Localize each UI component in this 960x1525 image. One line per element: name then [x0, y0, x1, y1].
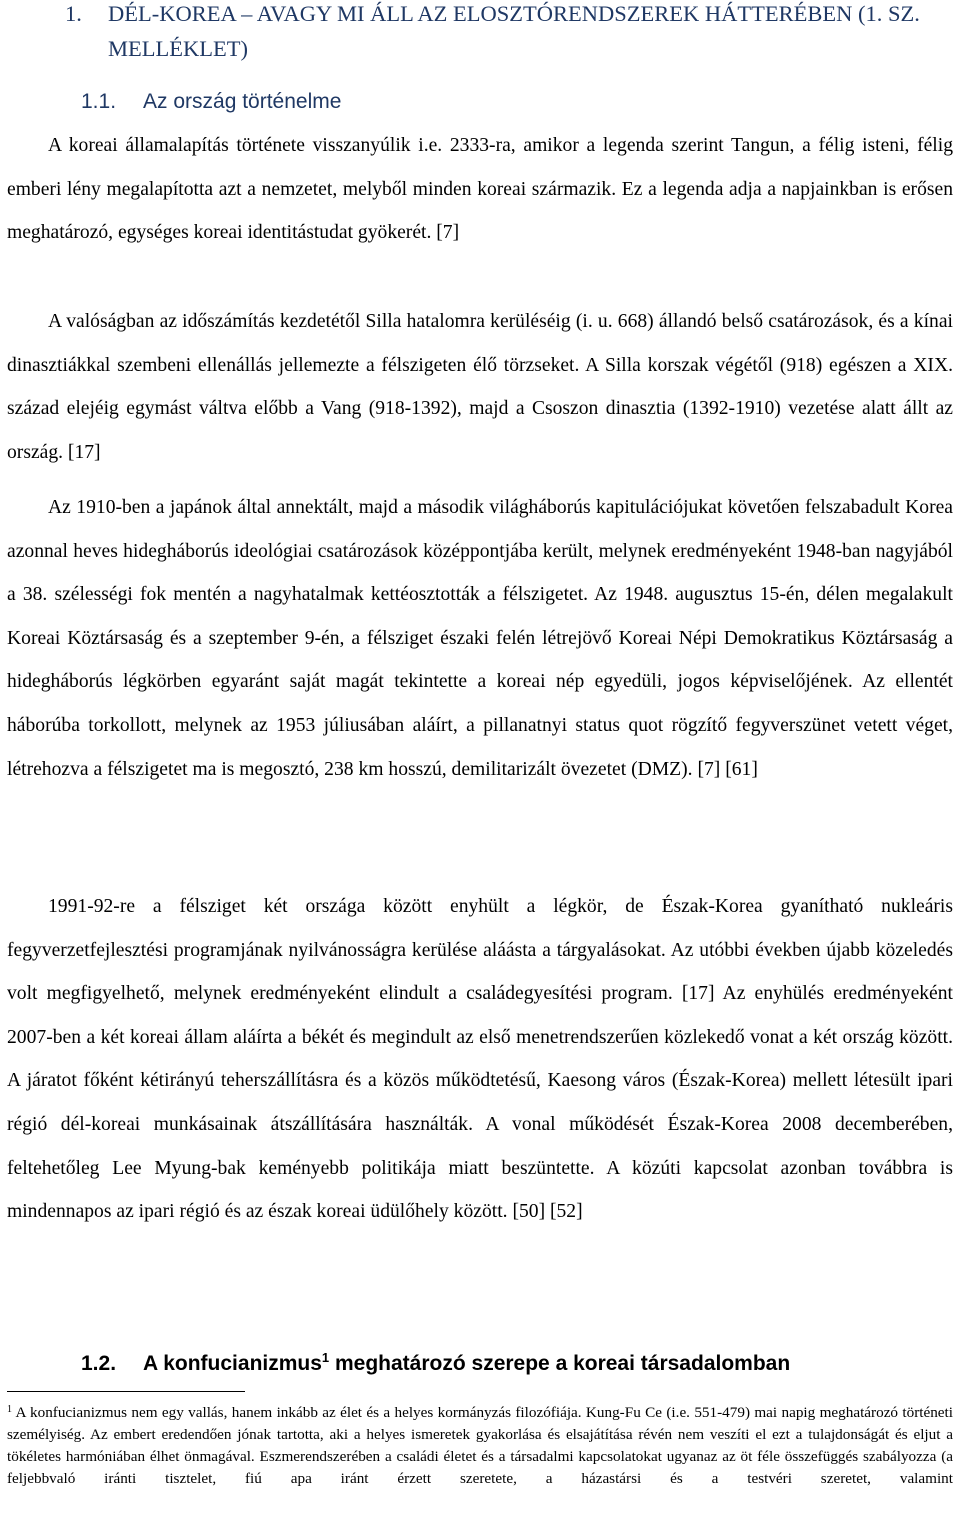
chapter-number: 1. — [65, 1, 82, 26]
paragraph-1: A koreai államalapítás története visszanyúlik i.e. 2333-ra, amikor a legenda szerint Tangun, a félig isteni, félig emberi lény megalapította azt a nemzetet, melyből minden koreai származik. Ez a legenda adja a napjainkban is erősen meghatározó, egységes koreai identitástudat gyökerét. [7] — [7, 135, 953, 244]
footnote-reference: 1 — [321, 1350, 330, 1365]
chapter-title-line-2: MELLÉKLET) — [108, 36, 248, 61]
section-number: 1.1. — [81, 90, 117, 113]
footnote-1: $^1$ A konfucianizmus nem egy vallás, hanem inkább az élet és a helyes kormányzás filozófiája. Kung-Fu Ce (i.e. 551-479) mai napig meghatározó történeti személyiség. Az embert eredendően jónak tartotta, aki a helyes ismeretek gyakorlása és elsajátítása révén nem veszíti el ezt a tulajdonságát és eljut a tökéletes harmóniában élhet önmagával. Eszmerendszerében a családi életet és a társadalmi kapcsolatokat ugyanaz az öt féle összefüggés szabályozza (a feljebbvaló iránti tisztelet, fiú apa iránt érzett szeretete, a házastársi és a testvéri szeretet, valamint — [7, 1404, 953, 1487]
footnote-mark: 1 — [7, 1404, 12, 1415]
paragraph-3: Az 1910-ben a japánok által annektált, majd a második világháborús kapitulációjukat követően felszabadult Korea azonnal heves hidegháborús ideológiai csatározások középpontjába került, melynek eredményeként 1948-ban nagyjából a 38. szélességi fok mentén a nagyhatalmak kettéosztották a félszigetet. Az 1948. augusztus 15-én, délen megalakult Koreai Köztársaság és a szeptember 9-én, a félsziget északi felén létrejövő Koreai Népi Demokratikus Köztársaság a hidegháborús légkörben egyaránt saját magát tekintette a koreai nép egyedüli, jogos képviselőjének. Az ellentét háborúba torkollott, melynek az 1953 júliusában aláírt, a pillanatnyi status quot rögzítő fegyverszünet vetett véget, létrehozva a félszigetet ma is megosztó, 238 km hosszú, demilitarizált övezetet (DMZ). [7] [61] — [7, 497, 953, 780]
paragraph-2: A valóságban az időszámítás kezdetétől Silla hatalomra kerüléséig (i. u. 668) állandó belső csatározások, és a kínai dinasztiákkal szembeni ellenállás jellemezte a félszigeten élő törzseket. A Silla korszak végétől (918) egészen a XIX. század elejéig egymást váltva előbb a Vang (918-1392), majd a Csoszon dinasztia (1392-1910) vezetése alatt állt az ország. [17] — [7, 311, 953, 463]
footnote-separator — [7, 1391, 245, 1392]
section-title: A konfucianizmus$^1$ meghatározó szerepe a koreai társadalomban — [143, 1350, 791, 1375]
paragraph-4: 1991-92-re a félsziget két országa között enyhült a légkör, de Észak-Korea gyanítható nukleáris fegyverzetfejlesztési programjának nyilvánosságra kerülése aláásta a tárgyalásokat. Az utóbbi években újabb közeledés volt megfigyelhető, melynek eredményeként elindult a családegyesítési program. [17] Az enyhülés eredményeként 2007-ben a két koreai állam aláírta a békét és megindult az első menetrendszerűen közlekedő vonat a két ország között. A járatot főként kétirányú teherszállításra és a közös működtetésű, Kaesong város (Észak-Korea) mellett létesült ipari régió dél-koreai munkásainak átszállítására használták. A vonal működését Észak-Korea 2008 decemberében, feltehetőleg Lee Myung-bak keményebb politikája miatt beszüntette. A közúti kapcsolat azonban továbbra is mindennapos az ipari régió és az észak koreai üdülőhely között. [50] [52] — [7, 896, 953, 1223]
section-title: Az ország történelme — [143, 90, 342, 113]
section-number: 1.2. — [81, 1352, 117, 1375]
chapter-title-line-1: DÉL-KOREA – AVAGY MI ÁLL AZ ELOSZTÓRENDSZEREK HÁTTERÉBEN (1. SZ. — [108, 1, 920, 26]
